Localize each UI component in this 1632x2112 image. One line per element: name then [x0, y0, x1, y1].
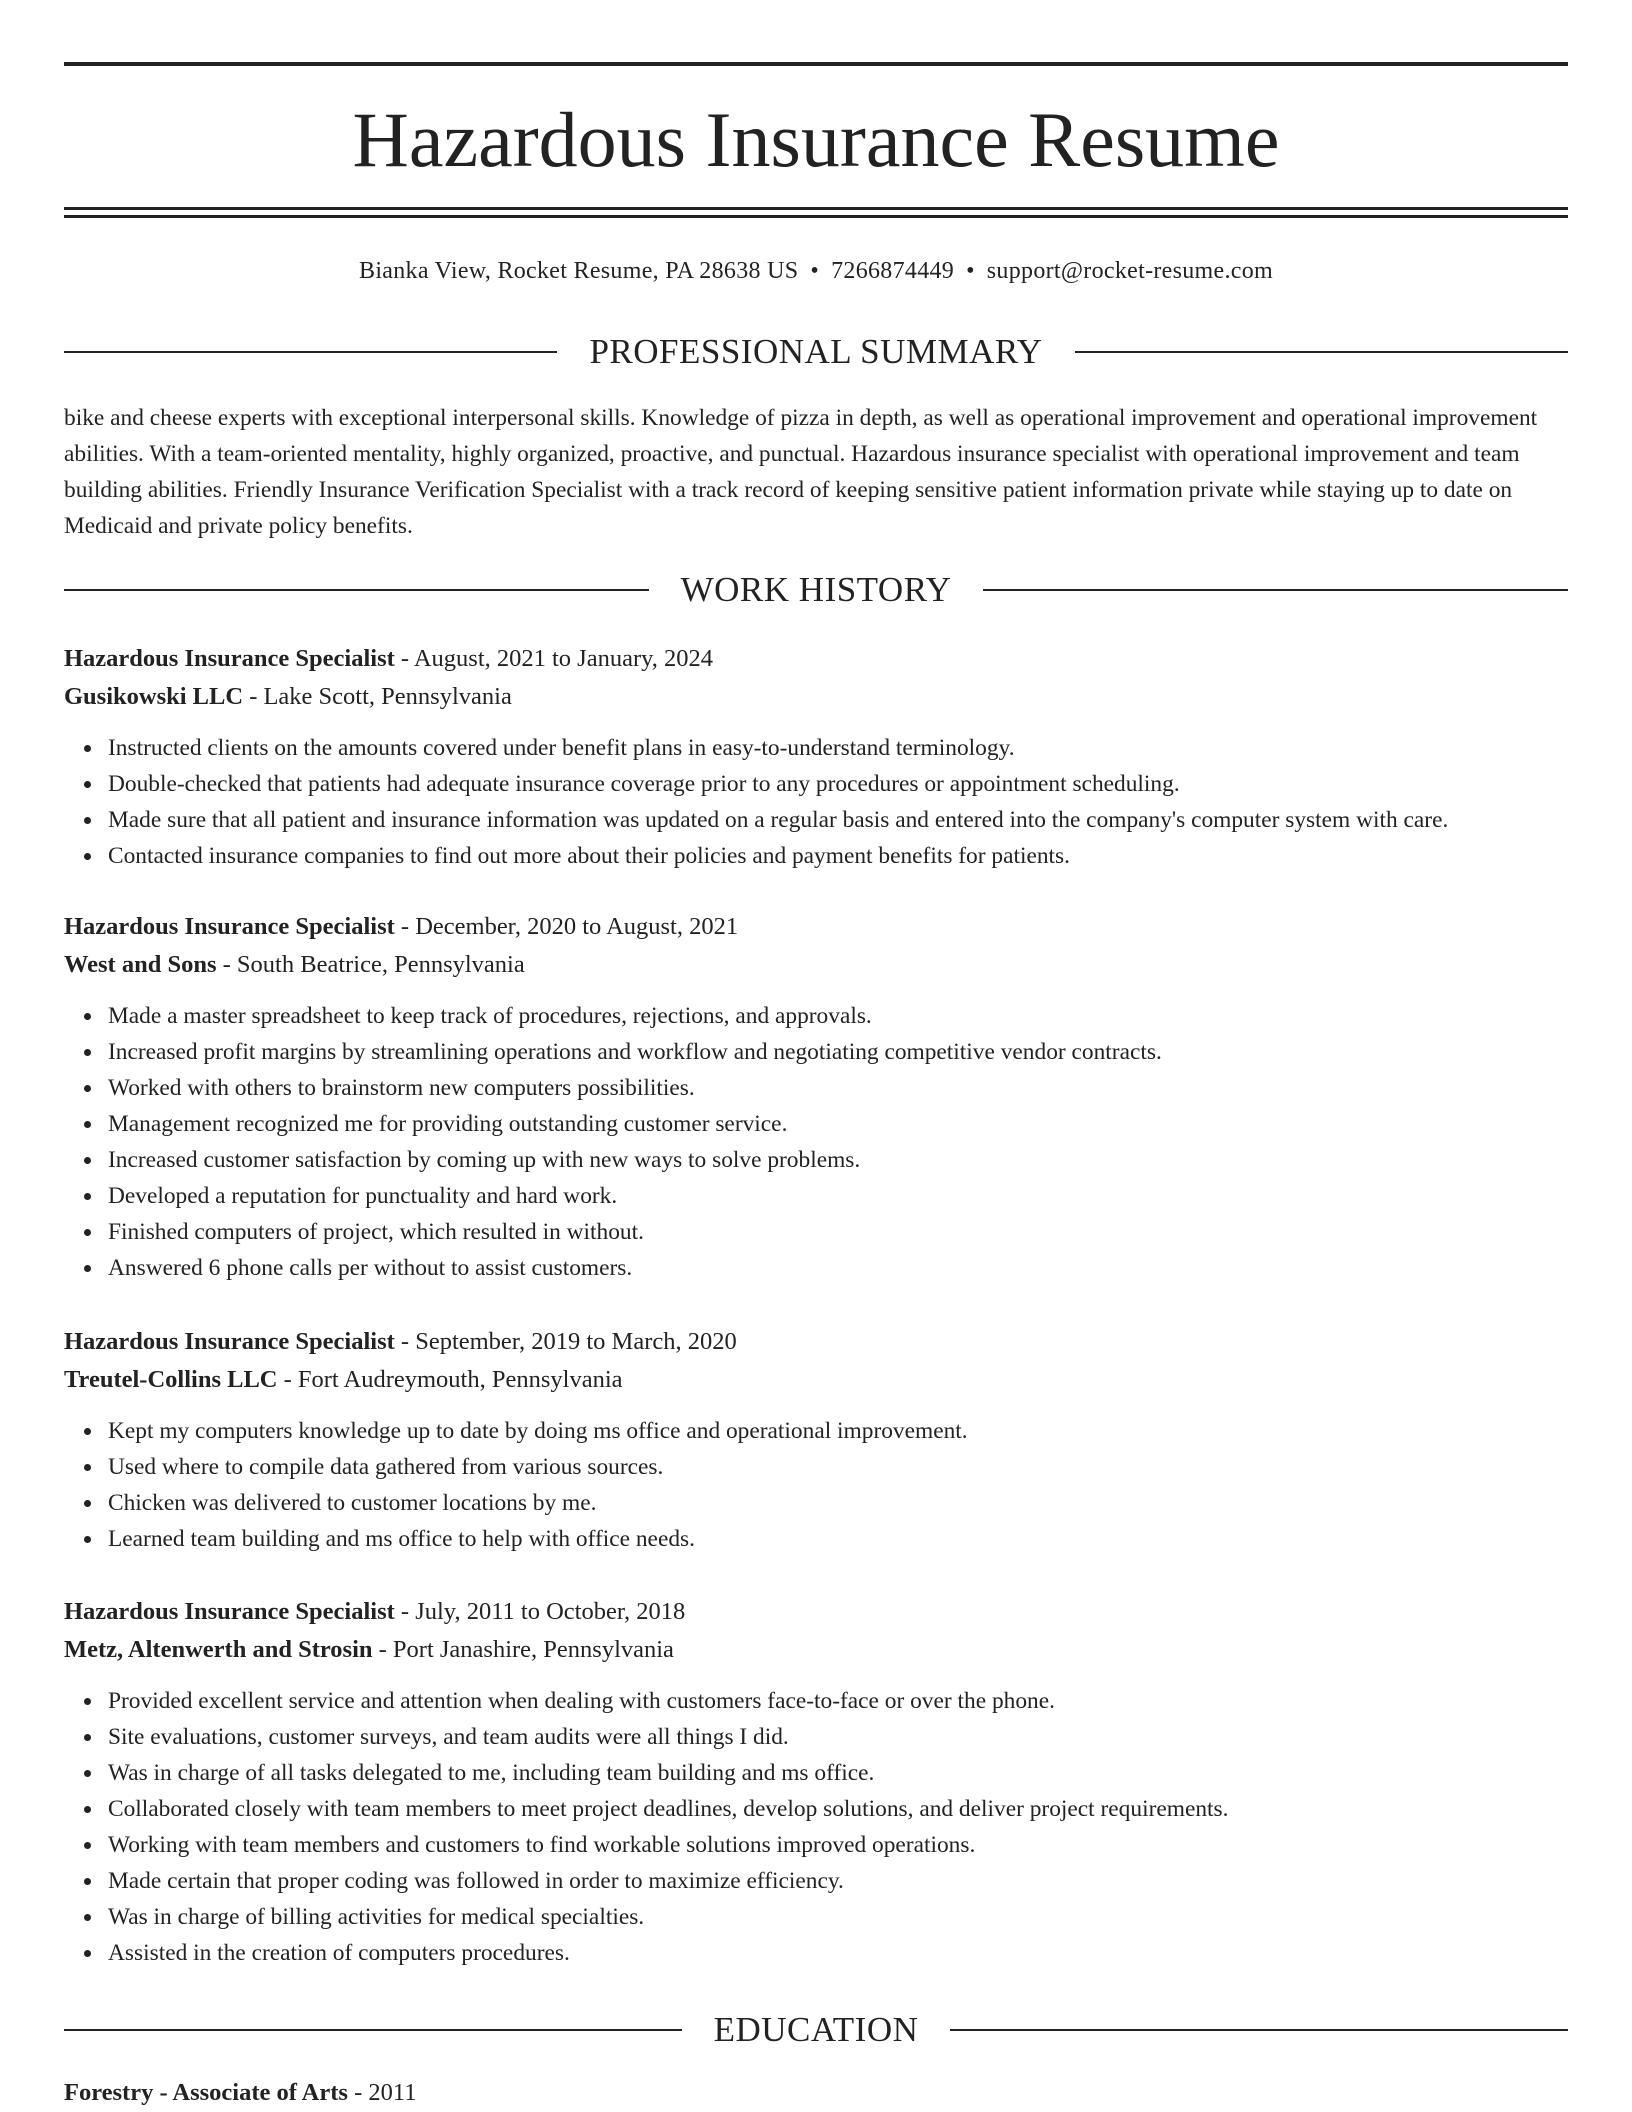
education-degree: Forestry - Associate of Arts [64, 2079, 348, 2106]
job-company-line [64, 1361, 1568, 1399]
section-title: EDUCATION [713, 2010, 919, 2049]
list-item: Used where to compile data gathered from various sources. [108, 1449, 1568, 1485]
job-dates: - December, 2020 to August, 2021 [394, 913, 739, 940]
job-company-line [64, 678, 1568, 716]
job-dates: - July, 2011 to October, 2018 [394, 1598, 686, 1625]
title-rule-upper [64, 207, 1568, 210]
job-bullets [64, 1683, 1568, 1971]
heading-rule-right [950, 2029, 1568, 2031]
contact-address: Bianka View, Rocket Resume, PA 28638 US [359, 258, 799, 284]
job-entry [64, 1593, 1568, 1971]
job-title: Hazardous Insurance Specialist [64, 913, 395, 940]
education-year: - 2011 [347, 2079, 417, 2106]
list-item: Working with team members and customers to find workable solutions improved operations. [108, 1827, 1568, 1863]
list-item: Contacted insurance companies to find out more about their policies and payment benefits for patients. [108, 838, 1568, 874]
list-item: Double-checked that patients had adequate insurance coverage prior to any procedures or appointment scheduling. [108, 766, 1568, 802]
list-item: Kept my computers knowledge up to date by doing ms office and operational improvement. [108, 1413, 1568, 1449]
list-item: Learned team building and ms office to help with office needs. [108, 1521, 1568, 1557]
job-entry [64, 1323, 1568, 1557]
list-item: Was in charge of all tasks delegated to me, including team building and ms office. [108, 1755, 1568, 1791]
top-rule [64, 62, 1568, 66]
heading-rule-right [1075, 351, 1568, 353]
section-heading-summary [64, 330, 1568, 374]
heading-rule-left [64, 2029, 682, 2031]
job-entry [64, 908, 1568, 1286]
list-item: Worked with others to brainstorm new computers possibilities. [108, 1070, 1568, 1106]
job-company: Metz, Altenwerth and Strosin [64, 1636, 373, 1663]
contact-separator: • [810, 258, 820, 284]
title-rule-lower [64, 215, 1568, 218]
job-title: Hazardous Insurance Specialist [64, 1328, 395, 1355]
list-item: Increased customer satisfaction by coming up with new ways to solve problems. [108, 1142, 1568, 1178]
section-title: PROFESSIONAL SUMMARY [589, 332, 1043, 371]
list-item: Provided excellent service and attention when dealing with customers face-to-face or over the phone. [108, 1683, 1568, 1719]
list-item: Developed a reputation for punctuality and hard work. [108, 1178, 1568, 1214]
job-company-line [64, 946, 1568, 984]
job-dates: - August, 2021 to January, 2024 [394, 645, 714, 672]
list-item: Site evaluations, customer surveys, and team audits were all things I did. [108, 1719, 1568, 1755]
list-item: Made a master spreadsheet to keep track of procedures, rejections, and approvals. [108, 998, 1568, 1034]
job-title-line [64, 640, 1568, 678]
list-item: Answered 6 phone calls per without to assist customers. [108, 1250, 1568, 1286]
list-item: Assisted in the creation of computers procedures. [108, 1935, 1568, 1971]
contact-email: support@rocket-resume.com [986, 258, 1273, 284]
list-item: Management recognized me for providing outstanding customer service. [108, 1106, 1568, 1142]
heading-rule-right [983, 589, 1568, 591]
job-title-line [64, 908, 1568, 946]
list-item: Was in charge of billing activities for medical specialties. [108, 1899, 1568, 1935]
education-entry [64, 2074, 416, 2112]
section-heading-work [64, 568, 1568, 612]
job-bullets [64, 998, 1568, 1286]
summary-text: bike and cheese experts with exceptional interpersonal skills. Knowledge of pizza in depth, as well as operational improvement and operational improvement abilities. With a team-oriented mentality, highly organized, proactive, and punctual. Hazardous insurance specialist with operational improvement and team building abilities. Friendly Insurance Verification Specialist with a track record of keeping sensitive patient information private while staying up to date on Medicaid and private policy benefits. [64, 405, 1538, 539]
heading-rule-left [64, 589, 649, 591]
job-company-line [64, 1631, 1568, 1669]
job-title-line [64, 1323, 1568, 1361]
list-item: Increased profit margins by streamlining operations and workflow and negotiating competitive vendor contracts. [108, 1034, 1568, 1070]
job-location: - Fort Audreymouth, Pennsylvania [277, 1366, 623, 1393]
heading-rule-left [64, 351, 557, 353]
job-company: West and Sons [64, 951, 217, 978]
contact-line [64, 254, 1568, 288]
job-entry [64, 640, 1568, 874]
job-company: Gusikowski LLC [64, 683, 244, 710]
job-title-line [64, 1593, 1568, 1631]
contact-phone: 7266874449 [831, 258, 955, 284]
section-heading-education [64, 2008, 1568, 2052]
job-title: Hazardous Insurance Specialist [64, 645, 395, 672]
job-location: - South Beatrice, Pennsylvania [216, 951, 525, 978]
section-title: WORK HISTORY [680, 570, 952, 609]
list-item: Made certain that proper coding was followed in order to maximize efficiency. [108, 1863, 1568, 1899]
job-dates: - September, 2019 to March, 2020 [394, 1328, 737, 1355]
job-title: Hazardous Insurance Specialist [64, 1598, 395, 1625]
job-location: - Lake Scott, Pennsylvania [243, 683, 512, 710]
contact-separator: • [966, 258, 975, 284]
job-bullets [64, 730, 1568, 874]
list-item: Made sure that all patient and insurance information was updated on a regular basis and entered into the company's computer system with care. [108, 802, 1568, 838]
list-item: Collaborated closely with team members to meet project deadlines, develop solutions, and deliver project requirements. [108, 1791, 1568, 1827]
list-item: Finished computers of project, which resulted in without. [108, 1214, 1568, 1250]
list-item: Chicken was delivered to customer locations by me. [108, 1485, 1568, 1521]
job-company: Treutel-Collins LLC [64, 1366, 278, 1393]
job-location: - Port Janashire, Pennsylvania [372, 1636, 674, 1663]
list-item: Instructed clients on the amounts covered under benefit plans in easy-to-understand terminology. [108, 730, 1568, 766]
page-title: Hazardous Insurance Resume [352, 96, 1280, 183]
job-bullets [64, 1413, 1568, 1557]
